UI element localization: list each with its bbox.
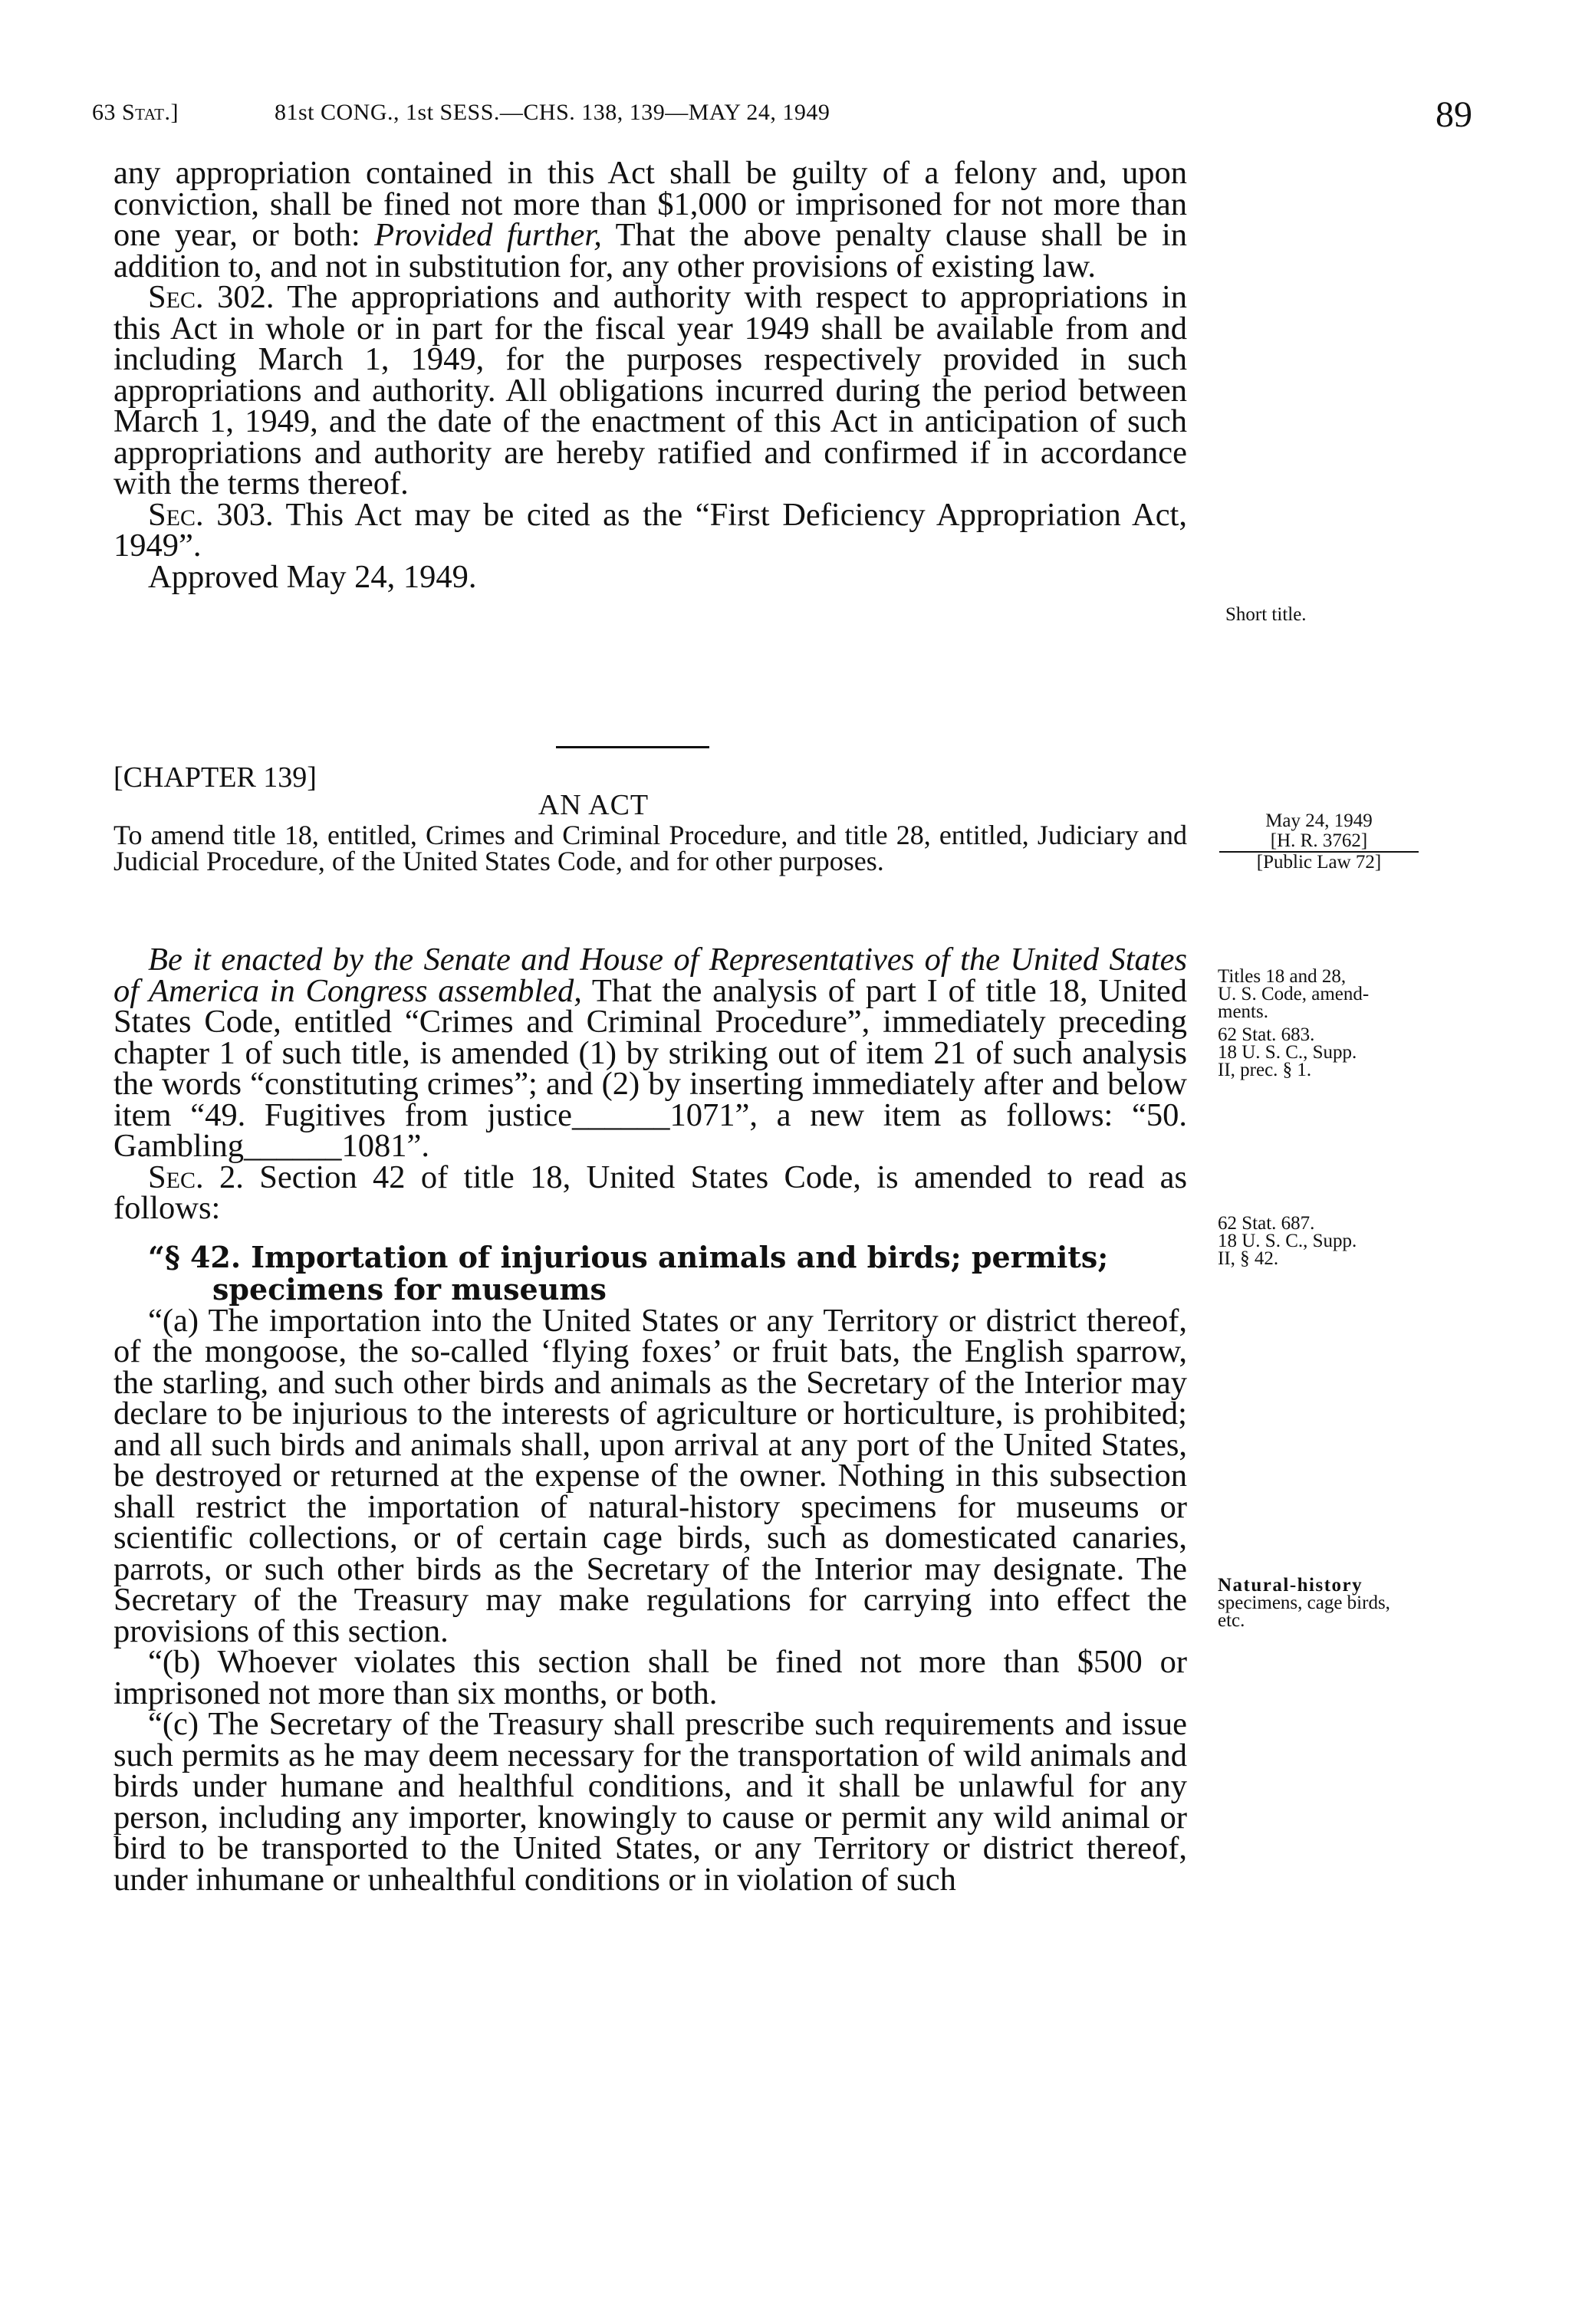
enactment-date: May 24, 1949 — [1265, 810, 1373, 831]
subsection-c: “(c) The Secretary of the Treasury shall prescribe such requirements and issue such permits as he may deem necessary for the transportation of wild animals and birds under humane and healthful conditions, and it shall be unlawful for any person, including any importer, knowingly to cause or permit any wild animal or bird to be transported to the United States, or any Territory or district thereof, under inhumane or unhealthful conditions or in violation of such — [113, 1706, 1187, 1898]
section-1: Be it enacted by the Senate and House of Representatives of the United States of America in Congress assembled, That the analysis of part I of title 18, United States Code, entitled “Crimes and Criminal Procedure”, immediately preceding chapter 1 of such title, is amended (1) by striking out of item 21 of such analysis the words “constituting crimes”; and (2) by inserting immediately after and below item “49. Fugitives from justice______1071”, a new item as follows: “50. Gambling______1081”. — [113, 942, 1188, 1164]
enactment-info — [1212, 811, 1426, 873]
section-2: Sec. 2. Section 42 of title 18, United States Code, is amended to read as follows: — [113, 1159, 1188, 1226]
volume-reference: 63 Stat.] — [92, 100, 179, 125]
section-302: Sec. 302. The appropriations and authority with respect to appropriations in this Act in whole or in part for the fiscal year 1949 shall be available from and including March 1, 1949, for the purposes respectively provided in such appropriations and authority. All obligations incurred during the period between March 1, 1949, and the date of the enactment of this Act in anticipation of such appropriations and authority are hereby ratified and confirmed if in accordance with the terms thereof. — [113, 279, 1188, 501]
margin-note-short-title: Short title. — [1225, 604, 1307, 625]
subsection-b: “(b) Whoever violates this section shall be fined not more than $500 or imprisoned not more than six months, or both. — [113, 1644, 1187, 1711]
section-42-heading: “§ 42. Importation of injurious animals and birds; permits; specimens for museums — [148, 1239, 1109, 1307]
page-number: 89 — [1436, 94, 1472, 135]
public-law-number: [Public Law 72] — [1256, 852, 1382, 873]
act-title: AN ACT — [538, 789, 650, 821]
chapter-label: [CHAPTER 139] — [113, 761, 317, 794]
margin-note-reference-2: 62 Stat. 687. 18 U. S. C., Supp. II, § 42. — [1218, 1213, 1357, 1269]
chapter-divider — [556, 746, 709, 748]
penalty-paragraph: any appropriation contained in this Act shall be guilty of a felony and, upon conviction, shall be fined not more than $1,000 or imprisoned for not more than one year, or both: Provided further, That the above penalty clause shall be in addition to, and not in substitution for, any other provisions of existing law. — [113, 155, 1188, 284]
margin-note-natural-history: Natural-history specimens, cage birds, etc. — [1218, 1575, 1390, 1631]
subsection-a: “(a) The importation into the United States or any Territory or district thereof, of the mongoose, the so-called ‘flying foxes’ or fruit bats, the English sparrow, the starling, and such other birds and animals as the Secretary of the Interior may declare to be injurious to the interests of agriculture or horticulture, is prohibited; and all such birds and animals shall, upon arrival at any port of the United States, be destroyed or returned at the expense of the owner. Nothing in this subsection shall restrict the importation of natural-history specimens for museums or scientific collections, or of certain cage birds, such as domesticated canaries, parrots, or such other birds as the Secretary of the Interior may designate. The Secretary of the Treasury may make regulations for carrying into effect the provisions of this section. — [113, 1302, 1187, 1649]
chapter-139-body — [113, 942, 1188, 1898]
act-purpose: To amend title 18, entitled, Crimes and Criminal Procedure, and title 28, entitled, Judiciary and Judicial Procedure, of the United States Code, and for other purposes. — [113, 820, 1187, 876]
section-303: Sec. 303. This Act may be cited as the “First Deficiency Appropriation Act, 1949”. — [113, 496, 1187, 564]
chapter-138-continuation — [113, 155, 1188, 595]
running-header — [92, 94, 1472, 140]
margin-note-titles: Titles 18 and 28, U. S. Code, amend- ments. — [1218, 966, 1370, 1022]
proviso-text: Provided further, — [374, 217, 602, 253]
enacting-clause: Be it enacted by the Senate and House of Representatives of the United States of America in Congress assembled, — [113, 942, 1187, 1009]
spacer — [113, 1224, 1187, 1241]
margin-note-reference-1: 62 Stat. 683. 18 U. S. C., Supp. II, prec. § 1. — [1218, 1024, 1357, 1080]
approval-line: Approved May 24, 1949. — [148, 558, 477, 595]
session-reference: 81st CONG., 1st SESS.—CHS. 138, 139—MAY 24, 1949 — [275, 100, 830, 125]
bill-number: [H. R. 3762] — [1270, 830, 1368, 851]
